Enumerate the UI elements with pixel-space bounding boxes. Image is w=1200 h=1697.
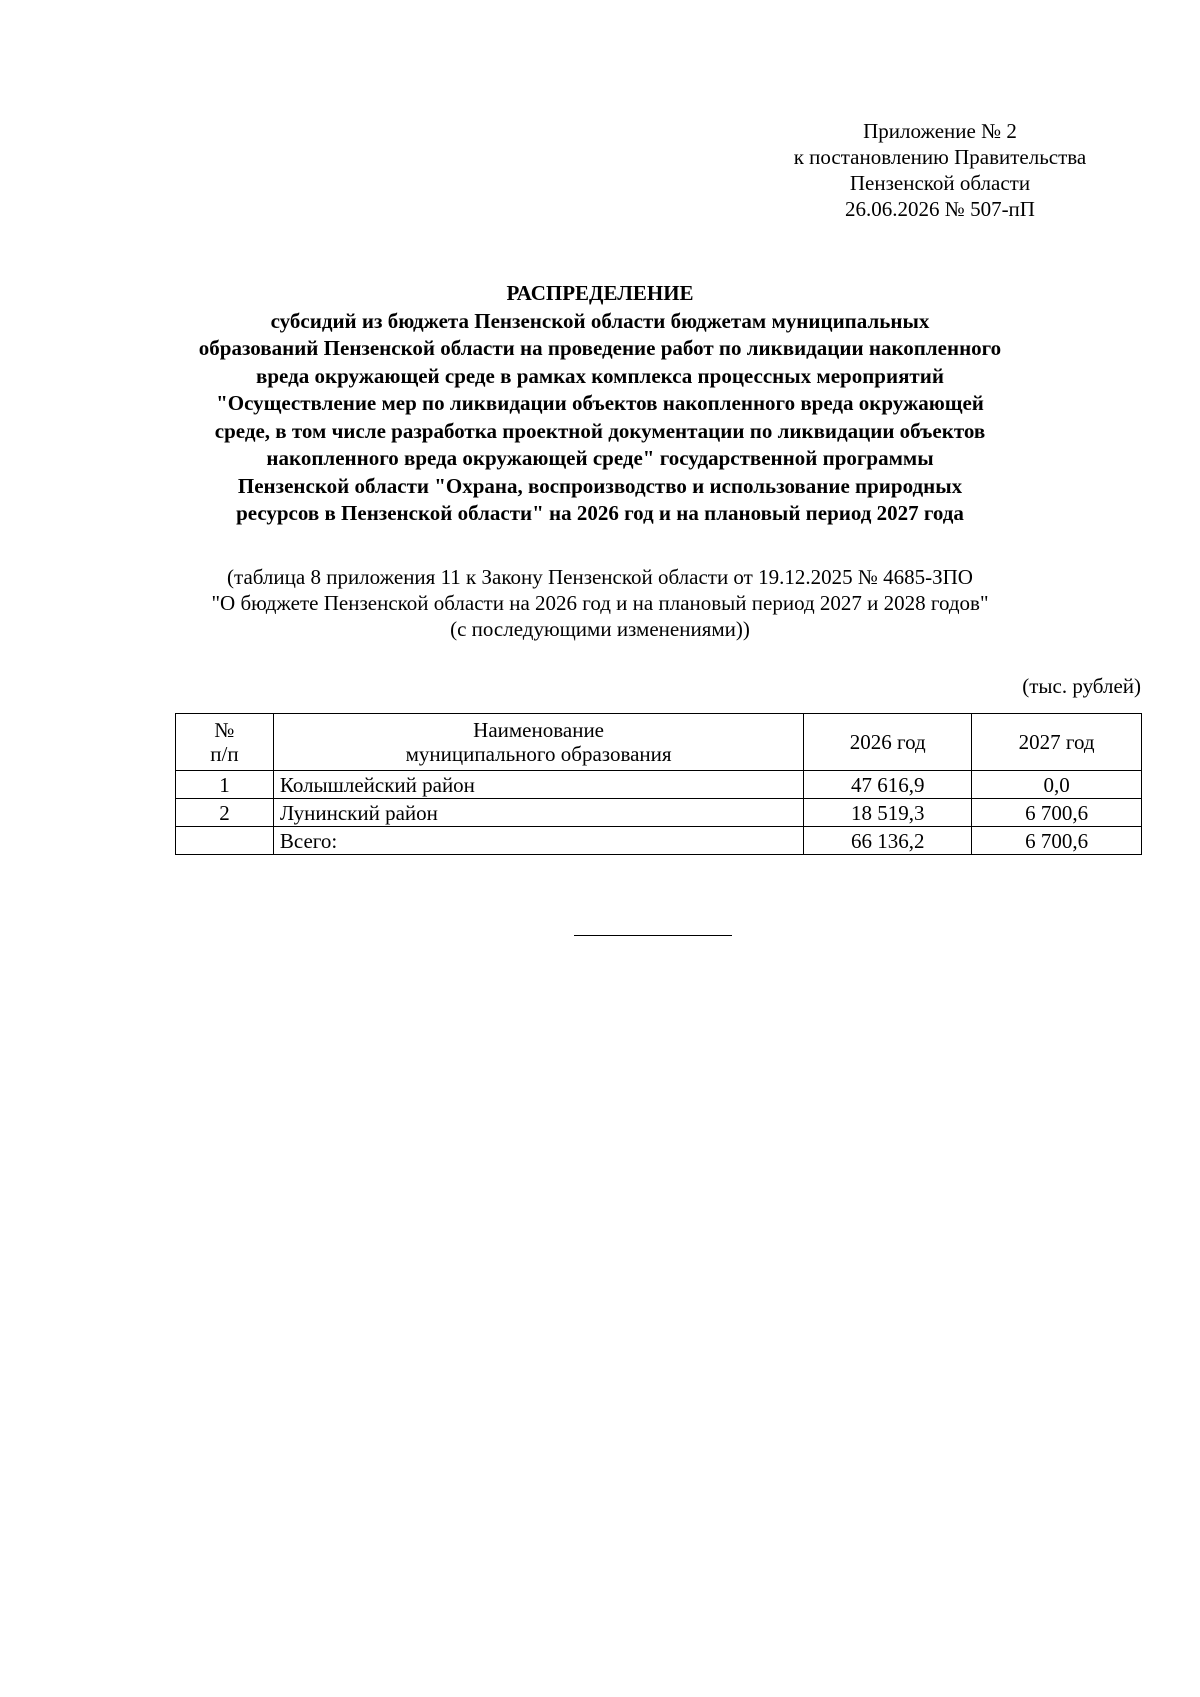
table-row: [176, 771, 1142, 799]
source-reference: [150, 564, 1050, 642]
title-line: Пензенской области "Охрана, воспроизводство и использование природных: [237, 473, 963, 498]
row-number: 2: [176, 799, 274, 827]
total-year-2026: 66 136,2: [804, 827, 972, 855]
row-name: Колышлейский район: [273, 771, 803, 799]
title-line: субсидий из бюджета Пензенской области бюджетам муниципальных: [270, 308, 930, 333]
end-of-document-line: [574, 935, 732, 936]
units-label: (тыс. рублей): [1022, 674, 1141, 698]
table-header-row: [176, 714, 1142, 771]
header-name: [273, 714, 803, 771]
total-year-2027: 6 700,6: [972, 827, 1142, 855]
row-year-2027: 0,0: [972, 771, 1142, 799]
total-number: [176, 827, 274, 855]
appendix-line: к постановлению Правительства: [793, 145, 1087, 169]
table-total-row: [176, 827, 1142, 855]
row-name: Лунинский район: [273, 799, 803, 827]
title-line: накопленного вреда окружающей среде" государственной программы: [266, 446, 934, 470]
header-number-line: п/п: [210, 742, 239, 766]
header-name-line: муниципального образования: [405, 742, 672, 766]
appendix-line: Приложение № 2: [863, 119, 1017, 143]
row-year-2026: 47 616,9: [804, 771, 972, 799]
document-title: [150, 280, 1050, 528]
header-name-line: Наименование: [473, 718, 605, 742]
source-line: "О бюджете Пензенской области на 2026 год и на плановый период 2027 и 2028 годов": [211, 591, 989, 615]
row-year-2027: 6 700,6: [972, 799, 1142, 827]
row-number: 1: [176, 771, 274, 799]
row-year-2026: 18 519,3: [804, 799, 972, 827]
appendix-line: Пензенской области: [849, 171, 1031, 195]
header-year-2026: 2026 год: [804, 714, 972, 771]
title-line: среде, в том числе разработка проектной документации по ликвидации объектов: [214, 418, 986, 443]
distribution-table: [175, 713, 1142, 855]
total-label: Всего:: [273, 827, 803, 855]
source-line: (таблица 8 приложения 11 к Закону Пензенской области от 19.12.2025 № 4685-ЗПО: [227, 565, 973, 589]
header-number: [176, 714, 274, 771]
header-year-2027: 2027 год: [972, 714, 1142, 771]
source-line: (с последующими изменениями)): [450, 617, 750, 641]
title-line: вреда окружающей среде в рамках комплекса процессных мероприятий: [256, 363, 944, 388]
appendix-line: 26.06.2026 № 507-пП: [845, 197, 1035, 221]
title-line: ресурсов в Пензенской области" на 2026 год и на плановый период 2027 года: [236, 501, 964, 525]
title-heading: РАСПРЕДЕЛЕНИЕ: [506, 281, 694, 305]
header-number-line: №: [214, 718, 235, 742]
appendix-header: [720, 118, 1160, 222]
title-line: "Осуществление мер по ликвидации объектов накопленного вреда окружающей: [216, 391, 984, 415]
title-line: образований Пензенской области на проведение работ по ликвидации накопленного: [198, 336, 1002, 360]
table-row: [176, 799, 1142, 827]
